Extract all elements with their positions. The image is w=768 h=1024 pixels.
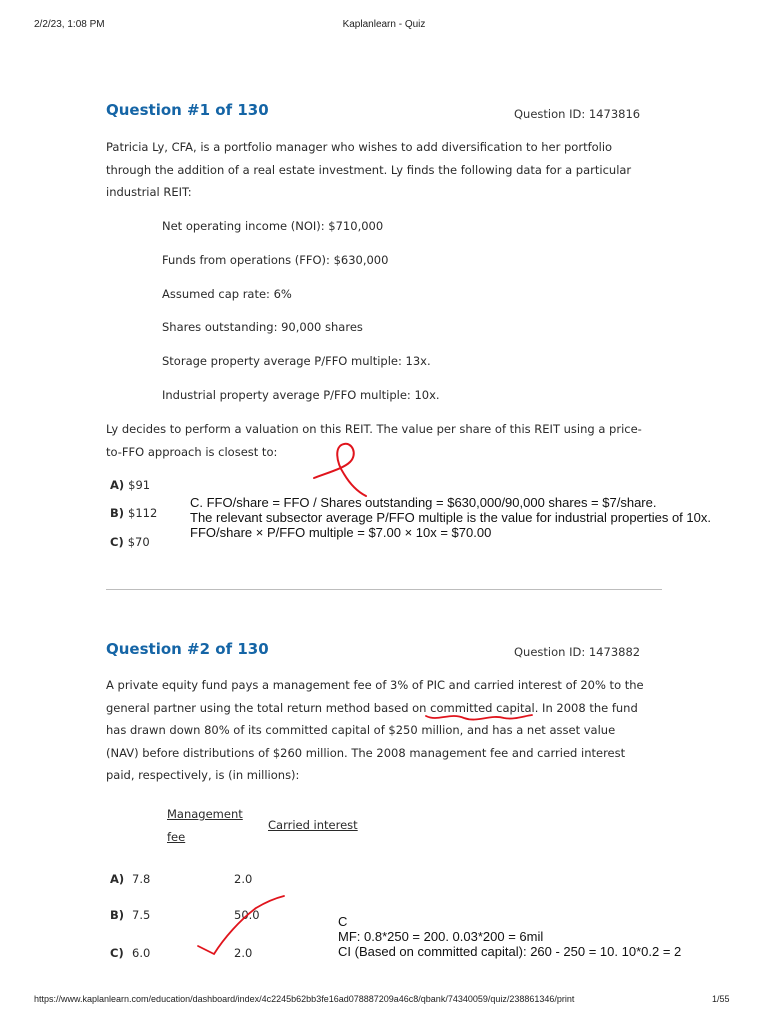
- stem-line: A private equity fund pays a management fee of 3% of PIC and carried interest of 20% to the: [106, 678, 644, 692]
- stem-line: (NAV) before distributions of $260 million. The 2008 management fee and carried interest: [106, 745, 626, 760]
- explanation-line: The relevant subsector average P/FFO multiple is the value for industrial properties of 10x.: [190, 510, 711, 525]
- q1-option-a[interactable]: [110, 478, 150, 492]
- q2-option-a[interactable]: [110, 872, 128, 886]
- option-letter: C): [110, 946, 124, 960]
- q2-option-c-carried: 2.0: [234, 946, 253, 960]
- col-header-fee: fee: [167, 830, 186, 844]
- prompt-line: Ly decides to perform a valuation on this REIT. The value per share of this REIT using a price-: [106, 422, 642, 436]
- question-1-title: Question #1 of 130: [106, 101, 269, 119]
- option-text: $112: [128, 506, 158, 520]
- stem-line: Patricia Ly, CFA, is a portfolio manager who wishes to add diversification to her portfolio: [106, 140, 613, 154]
- stem-line: through the addition of a real estate investment. Ly finds the following data for a particular: [106, 162, 632, 177]
- print-url: https://www.kaplanlearn.com/education/dashboard/index/4c2245b62bb3fe16ad078887209a46c8/qbank/74340059/quiz/238861346/print: [34, 994, 575, 1004]
- data-item-shares: Shares outstanding: 90,000 shares: [162, 320, 363, 334]
- stem-line: paid, respectively, is (in millions):: [106, 768, 300, 782]
- stem-line: general partner using the total return method based on committed capital. In 2008 the fund: [106, 700, 638, 715]
- option-letter: A): [110, 478, 125, 492]
- option-letter: A): [110, 872, 125, 886]
- q2-option-a-carried: 2.0: [234, 872, 253, 886]
- col-header-carried-interest: Carried interest: [268, 818, 358, 832]
- question-1-id: Question ID: 1473816: [514, 107, 641, 121]
- q2-option-b-fee: 7.5: [132, 908, 151, 922]
- q2-option-c[interactable]: [110, 946, 128, 960]
- explanation-line: FFO/share × P/FFO multiple = $7.00 × 10x = $70.00: [190, 525, 492, 540]
- q2-option-a-fee: 7.8: [132, 872, 151, 886]
- data-item-cap-rate: Assumed cap rate: 6%: [162, 287, 292, 301]
- q2-option-c-fee: 6.0: [132, 946, 151, 960]
- explanation-line: C. FFO/share = FFO / Shares outstanding = $630,000/90,000 shares = $7/share.: [190, 495, 657, 510]
- q2-option-b[interactable]: [110, 908, 128, 922]
- q2-option-b-carried: 50.0: [234, 908, 260, 922]
- data-item-industrial-multiple: Industrial property average P/FFO multiple: 10x.: [162, 388, 440, 402]
- question-2-title: Question #2 of 130: [106, 640, 269, 658]
- explanation-line: MF: 0.8*250 = 200. 0.03*200 = 6mil: [338, 929, 544, 944]
- stem-line: industrial REIT:: [106, 185, 192, 199]
- q1-option-b[interactable]: [110, 506, 157, 520]
- option-text: $70: [127, 535, 150, 549]
- print-page-title: Kaplanlearn - Quiz: [342, 19, 426, 30]
- red-underline-icon: [424, 710, 534, 724]
- explanation-line: CI (Based on committed capital): 260 - 250 = 10. 10*0.2 = 2: [338, 944, 682, 959]
- data-item-storage-multiple: Storage property average P/FFO multiple: 13x.: [162, 354, 431, 368]
- option-letter: B): [110, 506, 125, 520]
- stem-line: has drawn down 80% of its committed capital of $250 million, and has a net asset value: [106, 723, 616, 737]
- print-datetime: 2/2/23, 1:08 PM: [34, 19, 105, 30]
- q2-handwritten-explanation: [338, 914, 681, 959]
- question-divider: [106, 589, 662, 590]
- explanation-line: C: [338, 914, 348, 929]
- option-text: $91: [128, 478, 151, 492]
- option-letter: B): [110, 908, 125, 922]
- prompt-line: to-FFO approach is closest to:: [106, 444, 278, 459]
- red-pen-squiggle-icon: [300, 440, 380, 500]
- data-item-noi: Net operating income (NOI): $710,000: [162, 219, 384, 233]
- q1-option-c[interactable]: [110, 535, 150, 549]
- question-2-id: Question ID: 1473882: [514, 645, 641, 659]
- data-item-ffo: Funds from operations (FFO): $630,000: [162, 253, 389, 267]
- print-page-number: 1/55: [712, 994, 730, 1004]
- option-letter: C): [110, 535, 124, 549]
- col-header-management: Management: [167, 807, 243, 821]
- question-1-stem: [106, 136, 646, 204]
- red-checkmark-icon: [194, 894, 286, 958]
- question-2-stem: [106, 674, 646, 787]
- q1-handwritten-explanation: [190, 495, 711, 540]
